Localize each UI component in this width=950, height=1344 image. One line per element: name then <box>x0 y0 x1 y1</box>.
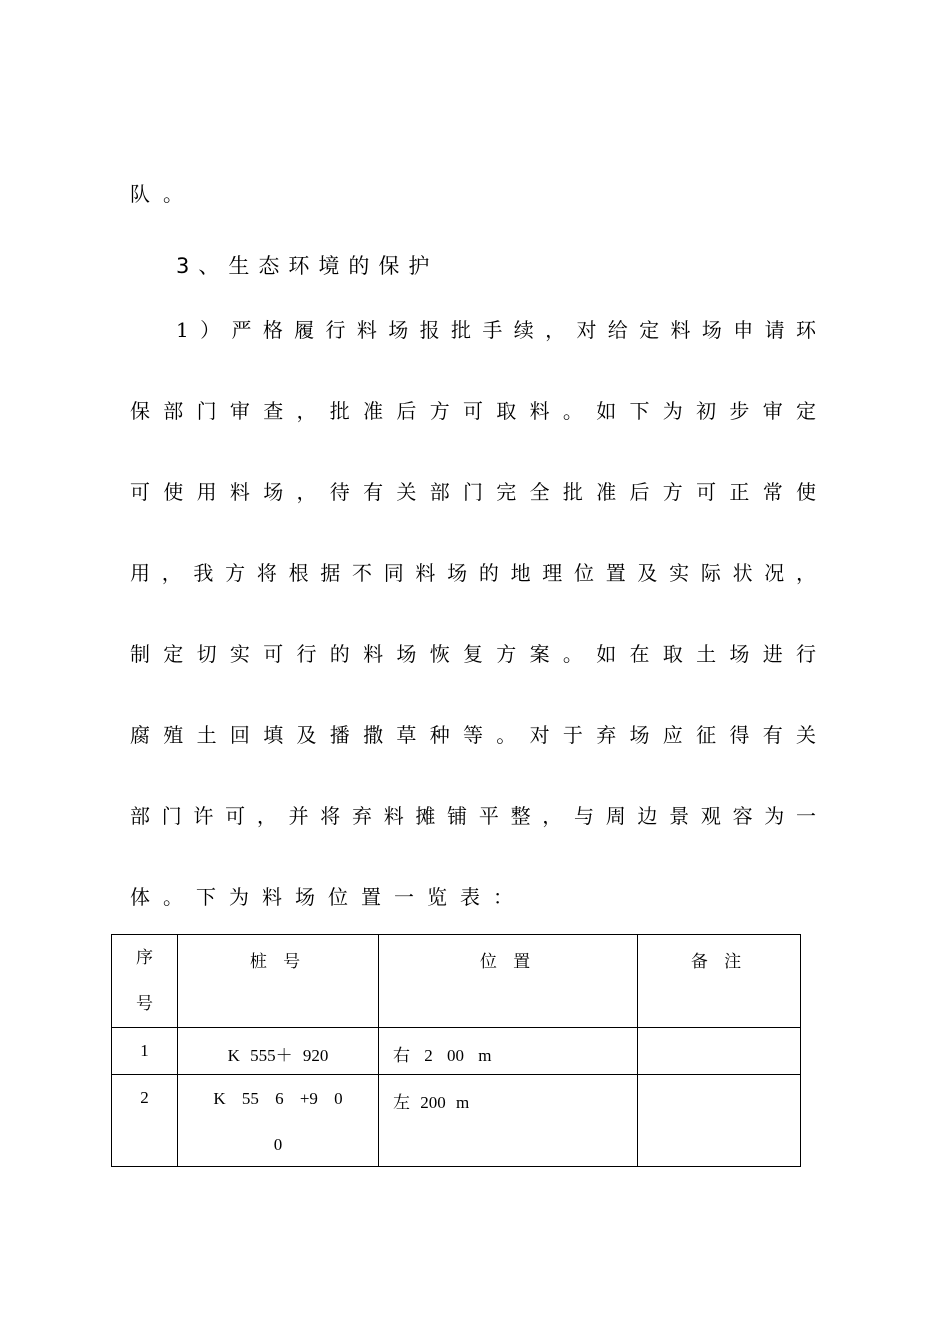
header-position: 位 置 <box>379 935 638 1028</box>
paragraph-line-8: 体。下为料场位置一览表： <box>130 885 526 909</box>
paragraph-line-4: 用，我方将根据不同料场的地理位置及实际状况， <box>130 561 820 585</box>
header-stake: 桩 号 <box>178 935 379 1028</box>
header-remark: 备 注 <box>638 935 801 1028</box>
row2-remark <box>638 1075 801 1167</box>
header-seq <box>112 935 178 1028</box>
row1-remark <box>638 1028 801 1075</box>
paragraph-line-1: 1）严格履行料场报批手续，对给定料场申请环 <box>176 318 820 342</box>
row2-position: 左 200 m <box>379 1075 638 1167</box>
row1-stake: K 555＋ 920 <box>178 1028 379 1075</box>
row2-seq: 2 <box>112 1075 178 1167</box>
paragraph-line-3: 可使用料场，待有关部门完全批准后方可正常使 <box>130 480 820 504</box>
paragraph-line-6: 腐殖土回填及播撒草种等。对于弃场应征得有关 <box>130 723 820 747</box>
header-seq-line1: 序 <box>136 948 153 967</box>
row1-position: 右 2 00 m <box>379 1028 638 1075</box>
row2-stake-line2: 0 <box>273 1135 283 1154</box>
row2-stake <box>178 1075 379 1167</box>
paragraph-line-2: 保部门审查，批准后方可取料。如下为初步审定 <box>130 399 820 423</box>
text-line-0: 队。 <box>130 182 196 206</box>
paragraph-line-7: 部门许可，并将弃料摊铺平整，与周边景观容为一 <box>130 804 820 828</box>
quarry-location-table <box>111 934 801 1167</box>
row2-stake-line1: K 55 6 +9 0 <box>213 1089 343 1108</box>
row1-seq: 1 <box>112 1028 178 1075</box>
table-row <box>112 1075 801 1167</box>
table-row <box>112 1028 801 1075</box>
paragraph-line-5: 制定切实可行的料场恢复方案。如在取土场进行 <box>130 642 820 666</box>
section-heading: 3、生态环境的保护 <box>176 254 439 278</box>
table-header-row <box>112 935 801 1028</box>
header-seq-line2: 号 <box>136 994 153 1013</box>
